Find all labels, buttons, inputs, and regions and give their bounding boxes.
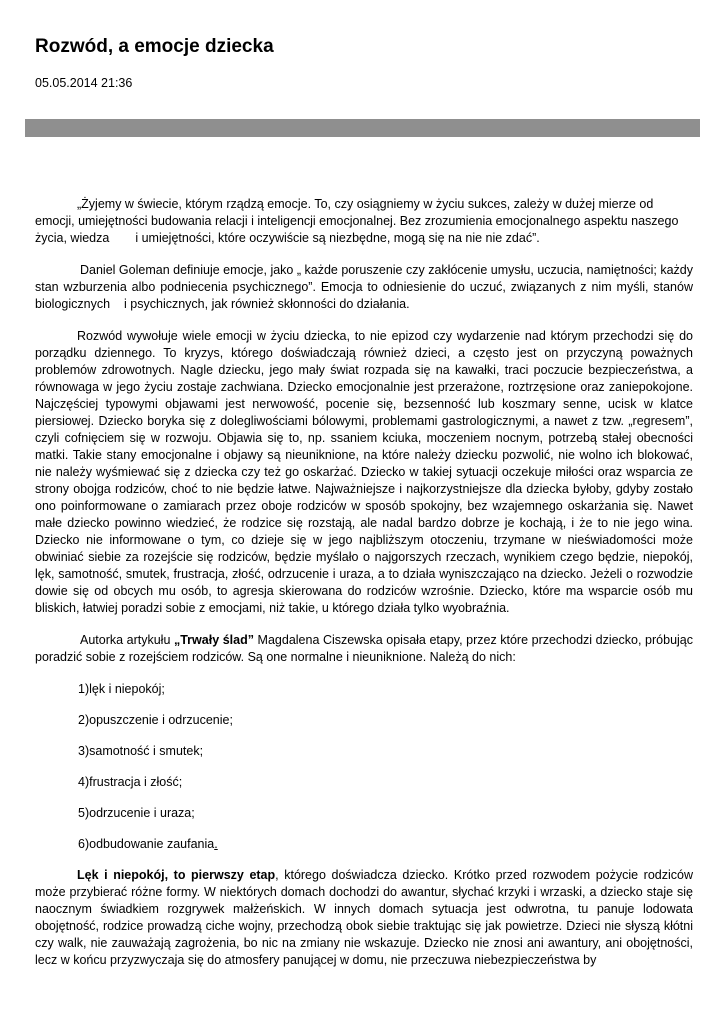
stages-list — [35, 681, 693, 853]
paragraph-2-text-a: Daniel Goleman definiuje emocje, jako „ każde poruszenie czy zakłócenie umysłu, uczucia, namiętności; każdy stan wzburzenia albo podniecenia psychicznego”. Emocja to odniesienie do uczuć, związanych z nim myśli, stanów biologicznych — [35, 263, 693, 311]
paragraph-5-text: , którego doświadcza dziecko. Krótko przed rozwodem pożycie rodziców może przybierać różne formy. W niektórych domach dochodzi do awantur, słychać krzyki i wrzaski, a dziecko staje się naocznym świadkiem rozgrywek małżeńskich. W innych domach sytuacja jest odwrotna, tu panuje lodowata obojętność, rodzice prowadzą ciche wojny, przechodzą obok siebie traktując się jak powietrze. Dzieci nie słyszą kłótni czy walk, nie zauważają zagrożenia, bo nic na zmiany nie wskazuje. Dziecko nie znosi ani awantury, ani obojętności, lecz w końcu przyzwyczaja się do atmosfery panującej w domu, nie przeczuwa niebezpieczeństwa by — [35, 868, 693, 967]
list-item: 3)samotność i smutek; — [78, 744, 204, 758]
article-title: Rozwód, a emocje dziecka — [35, 36, 274, 57]
paragraph-3-text: Rozwód wywołuje wiele emocji w życiu dziecka, to nie epizod czy wydarzenie nad którym przechodzi się do porządku dziennego. To kryzys, którego doświadczają również dzieci, a często jest on przyczyną poważnych problemów zdrowotnych. Nagle dziecku, jego mały świat rozpada się na kawałki, traci poczucie bezpieczeństwa, a równowaga w jego życiu zostaje zachwiana. Dziecko emocjonalnie jest przerażone, roztrzęsione oraz zaniepokojone. Najczęściej typowymi objawami jest nerwowość, pocenie się, bezsenność lub koszmary senne, ucisk w klatce piersiowej. Dziecko boryka się z dolegliwościami bólowymi, problemami gastrologicznymi, a nawet z tzw. „regresem”, czyli cofnięciem się w rozwoju. Objawia się to, np. ssaniem kciuka, moczeniem nocnym, potrzebą stałej obecności matki. Takie stany emocjonalne i objawy są nieuniknione, na które należy dziecku pozwolić, nie wolno ich blokować, nie należy wyśmiewać się z dziecka czy też go oskarżać. Dziecko w takiej sytuacji oczekuje miłości oraz wsparcia ze strony obojga rodziców, choć to nie będzie łatwe. Najważniejsze i najkorzystniejsze dla dziecka byłoby, gdyby zostało ono poinformowane o zamiarach przez oboje rodziców w sposób spokojny, bez wzajemnego oskarżania się. Nawet małe dziecko powinno wiedzieć, że rodzice się rozstają, ale nadal bardzo dobrze je kochają, i że to nie jego wina. Dziecko nie informowane o tym, co dzieje się w jego najbliższym otoczeniu, trzymane w nieświadomości może obwiniać siebie za rozejście się rodziców, będzie myślało o najgorszych rzeczach, wynikiem czego będzie, niepokój, lęk, samotność, smutek, frustracja, złość, odrzucenie i uraza, a to działa wyniszczająco na dziecko. Jeżeli o rozwodzie dowie się od obcych mu osób, to agresja skierowana do rodziców wzrośnie. Dziecko, które ma wsparcie osób mu bliskich, łatwiej poradzi sobie z emocjami, niż takie, u którego działa tylko wyobraźnia. — [35, 329, 693, 615]
article-body — [35, 196, 693, 984]
paragraph-4 — [35, 632, 693, 666]
paragraph-5-lead: Lęk i niepokój, to pierwszy etap — [77, 868, 276, 882]
paragraph-1-text-b: i umiejętności, które oczywiście są niezbędne, mogą się na nie nie zdać”. — [135, 231, 540, 245]
paragraph-4-text-b: Magdalena Ciszewska opisała etapy, przez które przechodzi dziecko, próbując poradzić sobie z rozejściem rodziców. Są one normalne i nieuniknione. Należą do nich: — [35, 633, 693, 664]
paragraph-3 — [35, 328, 693, 617]
article-reference-title: „Trwały ślad” — [173, 633, 254, 647]
article-date: 05.05.2014 21:36 — [35, 76, 133, 90]
header-divider-bar — [25, 119, 700, 137]
list-item: 1)lęk i niepokój; — [78, 682, 165, 696]
paragraph-5 — [35, 867, 693, 969]
paragraph-2-text-b: i psychicznych, jak również skłonności do działania. — [124, 297, 410, 311]
list-item-text: 6)odbudowanie zaufania — [78, 837, 215, 851]
paragraph-4-text-a: Autorka artykułu — [80, 633, 174, 647]
paragraph-1-text-a: „Żyjemy w świecie, którym rządzą emocje. To, czy osiągniemy w życiu sukces, zależy w dużej mierze od emocji, umiejętności budowania relacji i inteligencji emocjonalnej. Bez zrozumienia emocjonalnego aspektu naszego życia, wiedza — [35, 197, 679, 245]
list-item: 2)opuszczenie i odrzucenie; — [78, 713, 233, 727]
list-item — [35, 836, 693, 853]
list-item-mark: . — [214, 837, 218, 851]
list-item: 5)odrzucenie i uraza; — [78, 806, 195, 820]
list-item: 4)frustracja i złość; — [78, 775, 183, 789]
paragraph-2 — [35, 262, 693, 313]
paragraph-1 — [35, 196, 693, 247]
